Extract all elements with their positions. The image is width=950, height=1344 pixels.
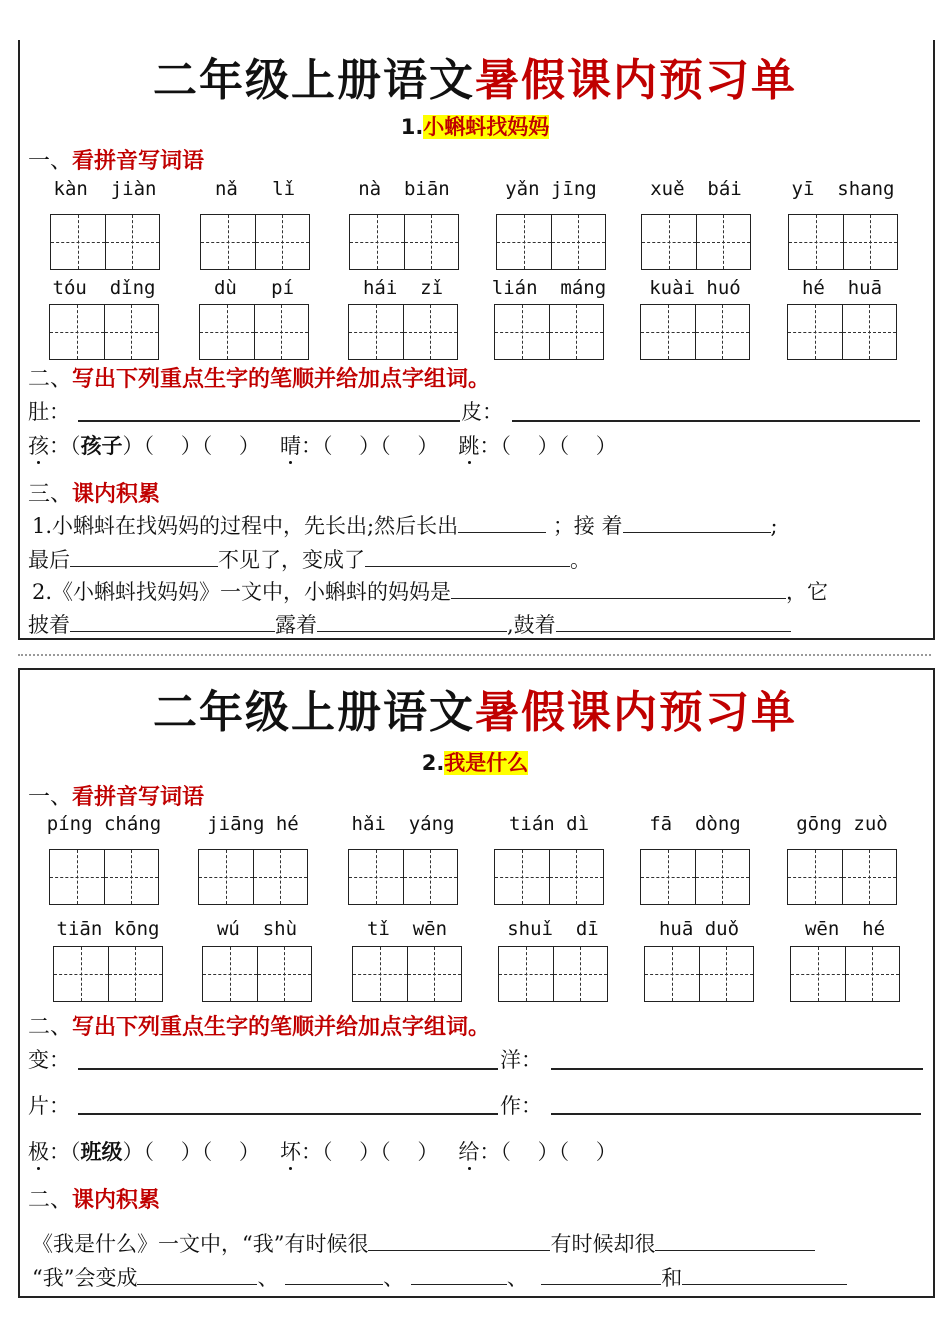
section-num: 三、 [28, 482, 73, 507]
answer-blank[interactable] [411, 1264, 507, 1285]
section-num: 一、 [28, 785, 73, 810]
paren: （ [321, 1140, 333, 1164]
pinyin-label: fā dòng [649, 813, 741, 835]
answer-blank[interactable] [682, 1264, 847, 1285]
section-num: 一、 [28, 149, 73, 174]
tianzige-cell[interactable] [404, 850, 458, 904]
lesson-num: 1. [400, 115, 424, 139]
lesson-title [0, 111, 950, 141]
writing-box[interactable] [199, 304, 309, 360]
colon: ： [479, 434, 501, 458]
pinyin-label: tǐ wēn [366, 918, 448, 940]
colon: ： [479, 1140, 501, 1164]
answer-line[interactable] [78, 420, 460, 422]
writing-box[interactable] [348, 849, 458, 905]
paren: ） [595, 1140, 617, 1164]
writing-box[interactable] [790, 946, 900, 1002]
paren: （ [143, 434, 154, 458]
tianzige-cell[interactable] [405, 215, 459, 269]
tianzige-cell[interactable] [550, 305, 604, 359]
question-2 [32, 576, 828, 606]
q-text: ,鼓着 [507, 613, 556, 637]
paren: （ [201, 434, 213, 458]
paren: ） [359, 434, 381, 458]
section-num: 二、 [28, 367, 73, 392]
tianzige-cell[interactable] [791, 947, 846, 1001]
paren: ） [180, 1140, 202, 1164]
tianzige-cell[interactable] [696, 305, 750, 359]
answer-blank[interactable] [317, 611, 507, 632]
tianzige-cell[interactable] [203, 947, 258, 1001]
worksheet-title [0, 44, 950, 108]
tianzige-cell[interactable] [105, 850, 159, 904]
answer-line[interactable] [78, 1068, 498, 1070]
writing-box[interactable] [787, 304, 897, 360]
question-2 [32, 1262, 847, 1292]
pinyin-label: nǎ lǐ [214, 178, 296, 200]
dotted-char: 给 [458, 1140, 480, 1164]
example-word: 孩子 [80, 434, 123, 458]
writing-box[interactable] [50, 214, 160, 270]
tianzige-cell[interactable] [495, 305, 550, 359]
section-heading [28, 780, 204, 811]
tianzige-cell[interactable] [846, 947, 900, 1001]
pinyin-label: dù pí [213, 277, 295, 299]
paren: ） [359, 1140, 381, 1164]
title-black: 二年级上册语文 [153, 687, 475, 738]
pinyin-label: yǎn jīng [505, 178, 597, 200]
section-heading [28, 1010, 490, 1041]
section-num: 二、 [28, 1015, 73, 1040]
q-text: 1.小蝌蚪在找妈妈的过程中，先长出;然后长出 [32, 514, 459, 538]
paren: （ [201, 1140, 213, 1164]
answer-blank[interactable] [365, 546, 570, 567]
writing-box[interactable] [496, 214, 606, 270]
tianzige-cell[interactable] [552, 215, 606, 269]
writing-box[interactable] [644, 946, 754, 1002]
q-text: 有时候却很 [550, 1232, 656, 1256]
lesson-name: 我是什么 [444, 751, 529, 775]
pinyin-label: jiāng hé [207, 813, 299, 835]
word-group-row [28, 430, 617, 460]
tianzige-cell[interactable] [258, 947, 312, 1001]
answer-line[interactable] [78, 1113, 498, 1115]
tianzige-cell[interactable] [843, 850, 897, 904]
tianzige-cell[interactable] [255, 305, 309, 359]
tianzige-cell[interactable] [404, 305, 458, 359]
tianzige-cell[interactable] [256, 215, 310, 269]
tianzige-cell[interactable] [105, 305, 159, 359]
tianzige-cell[interactable] [50, 305, 105, 359]
q-text: ；接 着 [552, 514, 623, 538]
pinyin-label: kuài huó [649, 277, 741, 299]
tianzige-cell[interactable] [789, 215, 844, 269]
writing-box[interactable] [494, 304, 604, 360]
tianzige-cell[interactable] [696, 850, 750, 904]
stroke-label: 片： [28, 1094, 70, 1118]
paren: ） [122, 1140, 144, 1164]
dotted-char: 极 [28, 1140, 49, 1164]
section-num: 二、 [28, 1188, 73, 1213]
paren: （ [70, 434, 81, 458]
writing-box[interactable] [352, 946, 462, 1002]
writing-box[interactable] [498, 946, 608, 1002]
section-label: 写出下列重点生字的笔顺并给加点字组词。 [72, 367, 491, 392]
answer-blank[interactable] [368, 1230, 550, 1251]
tianzige-cell[interactable] [499, 947, 554, 1001]
paren: （ [143, 1140, 154, 1164]
q-text: 和 [661, 1266, 683, 1290]
colon: ： [49, 1140, 70, 1164]
section-label: 课内积累 [72, 482, 161, 507]
section-label: 看拼音写词语 [72, 149, 205, 174]
section-label: 写出下列重点生字的笔顺并给加点字组词。 [72, 1015, 491, 1040]
pinyin-label: shuǐ dī [507, 918, 599, 940]
pinyin-label: tóu dǐng [52, 277, 156, 299]
tianzige-cell[interactable] [497, 215, 552, 269]
tianzige-cell[interactable] [788, 305, 843, 359]
q-text: ; [770, 514, 778, 538]
tianzige-cell[interactable] [554, 947, 608, 1001]
pinyin-label: tiān kōng [56, 918, 160, 940]
q-text: 不见了，变成了 [218, 548, 365, 572]
answer-blank[interactable] [70, 611, 275, 632]
q-text: 露着 [275, 613, 317, 637]
pinyin-label: gōng zuò [796, 813, 888, 835]
paren: ） [180, 434, 202, 458]
paren: ） [537, 434, 559, 458]
stroke-label: 皮： [461, 400, 503, 424]
paren: ） [238, 434, 260, 458]
tianzige-cell[interactable] [843, 305, 897, 359]
colon: ： [49, 434, 70, 458]
dotted-char: 孩 [28, 434, 49, 458]
tianzige-cell[interactable] [641, 305, 696, 359]
q-text: 最后 [28, 548, 70, 572]
pinyin-label: hǎi yáng [351, 813, 455, 835]
tianzige-cell[interactable] [788, 850, 843, 904]
tianzige-cell[interactable] [54, 947, 109, 1001]
question-1 [32, 1228, 815, 1258]
tianzige-cell[interactable] [641, 850, 696, 904]
tianzige-cell[interactable] [349, 850, 404, 904]
writing-box[interactable] [53, 946, 163, 1002]
lesson-name: 小蝌蚪找妈妈 [423, 115, 550, 139]
tianzige-cell[interactable] [408, 947, 462, 1001]
tianzige-cell[interactable] [350, 215, 405, 269]
tianzige-cell[interactable] [844, 215, 898, 269]
q-text: 、 [506, 1266, 528, 1290]
answer-line[interactable] [551, 1068, 923, 1070]
answer-blank[interactable] [623, 512, 771, 533]
paren: （ [558, 434, 570, 458]
paren: ） [238, 1140, 260, 1164]
paren: （ [500, 1140, 511, 1164]
q-text: 披着 [28, 613, 70, 637]
paren: （ [558, 1140, 570, 1164]
section-heading [28, 477, 160, 508]
paren: ） [417, 434, 439, 458]
tianzige-cell[interactable] [697, 215, 751, 269]
writing-box[interactable] [202, 946, 312, 1002]
title-red: 暑假课内预习单 [475, 55, 797, 106]
writing-box[interactable] [49, 304, 159, 360]
stroke-label: 肚： [28, 400, 70, 424]
title-red: 暑假课内预习单 [475, 687, 797, 738]
section-label: 看拼音写词语 [72, 785, 205, 810]
tianzige-cell[interactable] [106, 215, 160, 269]
paren: （ [380, 434, 391, 458]
pinyin-label: lián máng [491, 277, 607, 299]
answer-blank[interactable] [655, 1230, 815, 1251]
pinyin-label: tián dì [508, 813, 590, 835]
pinyin-label: wēn hé [804, 918, 886, 940]
lesson-num: 2. [421, 751, 445, 775]
q-text: 、 [257, 1266, 279, 1290]
writing-box[interactable] [200, 214, 310, 270]
q-text: 。 [570, 548, 591, 572]
lesson-title [0, 747, 950, 777]
section-heading [28, 144, 204, 175]
section-label: 课内积累 [72, 1188, 161, 1213]
q-text: 2.《小蝌蚪找妈妈》一文中，小蝌蚪的妈妈是 [32, 580, 452, 604]
divider [18, 654, 931, 656]
question-2-cont [28, 609, 791, 639]
paren: ） [595, 434, 617, 458]
writing-box[interactable] [348, 304, 458, 360]
writing-box[interactable] [640, 304, 750, 360]
writing-box[interactable] [349, 214, 459, 270]
pinyin-label: wú shù [216, 918, 298, 940]
writing-box[interactable] [494, 849, 604, 905]
stroke-label: 变： [28, 1048, 70, 1072]
dotted-char: 晴 [279, 434, 301, 458]
pinyin-label: hé huā [801, 277, 883, 299]
writing-box[interactable] [787, 849, 897, 905]
writing-box[interactable] [788, 214, 898, 270]
paren: ） [122, 434, 144, 458]
tianzige-cell[interactable] [50, 850, 105, 904]
writing-box[interactable] [641, 214, 751, 270]
answer-blank[interactable] [137, 1264, 257, 1285]
question-1-cont [28, 544, 591, 574]
answer-blank[interactable] [451, 578, 786, 599]
colon: ： [300, 434, 322, 458]
tianzige-cell[interactable] [349, 305, 404, 359]
q-text: ，它 [786, 580, 829, 604]
title-black: 二年级上册语文 [153, 55, 475, 106]
pinyin-label: xuě bái [650, 178, 742, 200]
tianzige-cell[interactable] [700, 947, 754, 1001]
stroke-label: 洋： [500, 1048, 542, 1072]
stroke-label: 作： [500, 1094, 542, 1118]
answer-blank[interactable] [458, 512, 546, 533]
word-group-row [28, 1136, 617, 1166]
writing-box[interactable] [198, 849, 308, 905]
question-1 [32, 510, 778, 540]
pinyin-label: huā duǒ [658, 918, 740, 940]
paren: （ [70, 1140, 81, 1164]
paren: （ [500, 434, 511, 458]
tianzige-cell[interactable] [199, 850, 254, 904]
tianzige-cell[interactable] [495, 850, 550, 904]
paren: ） [417, 1140, 439, 1164]
pinyin-label: nà biān [358, 178, 450, 200]
worksheet-title [0, 676, 950, 740]
tianzige-cell[interactable] [550, 850, 604, 904]
answer-blank[interactable] [541, 1264, 661, 1285]
tianzige-cell[interactable] [254, 850, 308, 904]
tianzige-cell[interactable] [201, 215, 256, 269]
q-text: “我”会变成 [32, 1266, 138, 1290]
answer-blank[interactable] [70, 546, 218, 567]
section-heading [28, 1183, 160, 1214]
dotted-char: 坏 [279, 1140, 301, 1164]
answer-blank[interactable] [285, 1264, 383, 1285]
colon: ： [300, 1140, 322, 1164]
answer-line[interactable] [512, 420, 920, 422]
tianzige-cell[interactable] [109, 947, 163, 1001]
pinyin-label: hái zǐ [362, 277, 444, 299]
writing-box[interactable] [640, 849, 750, 905]
pinyin-label: kàn jiàn [53, 178, 157, 200]
pinyin-label: yī shang [791, 178, 895, 200]
paren: （ [380, 1140, 391, 1164]
tianzige-cell[interactable] [51, 215, 106, 269]
q-text: 、 [383, 1266, 405, 1290]
tianzige-cell[interactable] [642, 215, 697, 269]
answer-line[interactable] [551, 1113, 921, 1115]
paren: ） [537, 1140, 559, 1164]
tianzige-cell[interactable] [200, 305, 255, 359]
example-word: 班级 [80, 1140, 123, 1164]
pinyin-label: píng cháng [46, 813, 162, 835]
answer-blank[interactable] [556, 611, 791, 632]
tianzige-cell[interactable] [645, 947, 700, 1001]
tianzige-cell[interactable] [353, 947, 408, 1001]
section-heading [28, 362, 490, 393]
paren: （ [321, 434, 333, 458]
writing-box[interactable] [49, 849, 159, 905]
dotted-char: 跳 [458, 434, 480, 458]
q-text: 《我是什么》一文中，“我”有时候很 [32, 1232, 369, 1256]
